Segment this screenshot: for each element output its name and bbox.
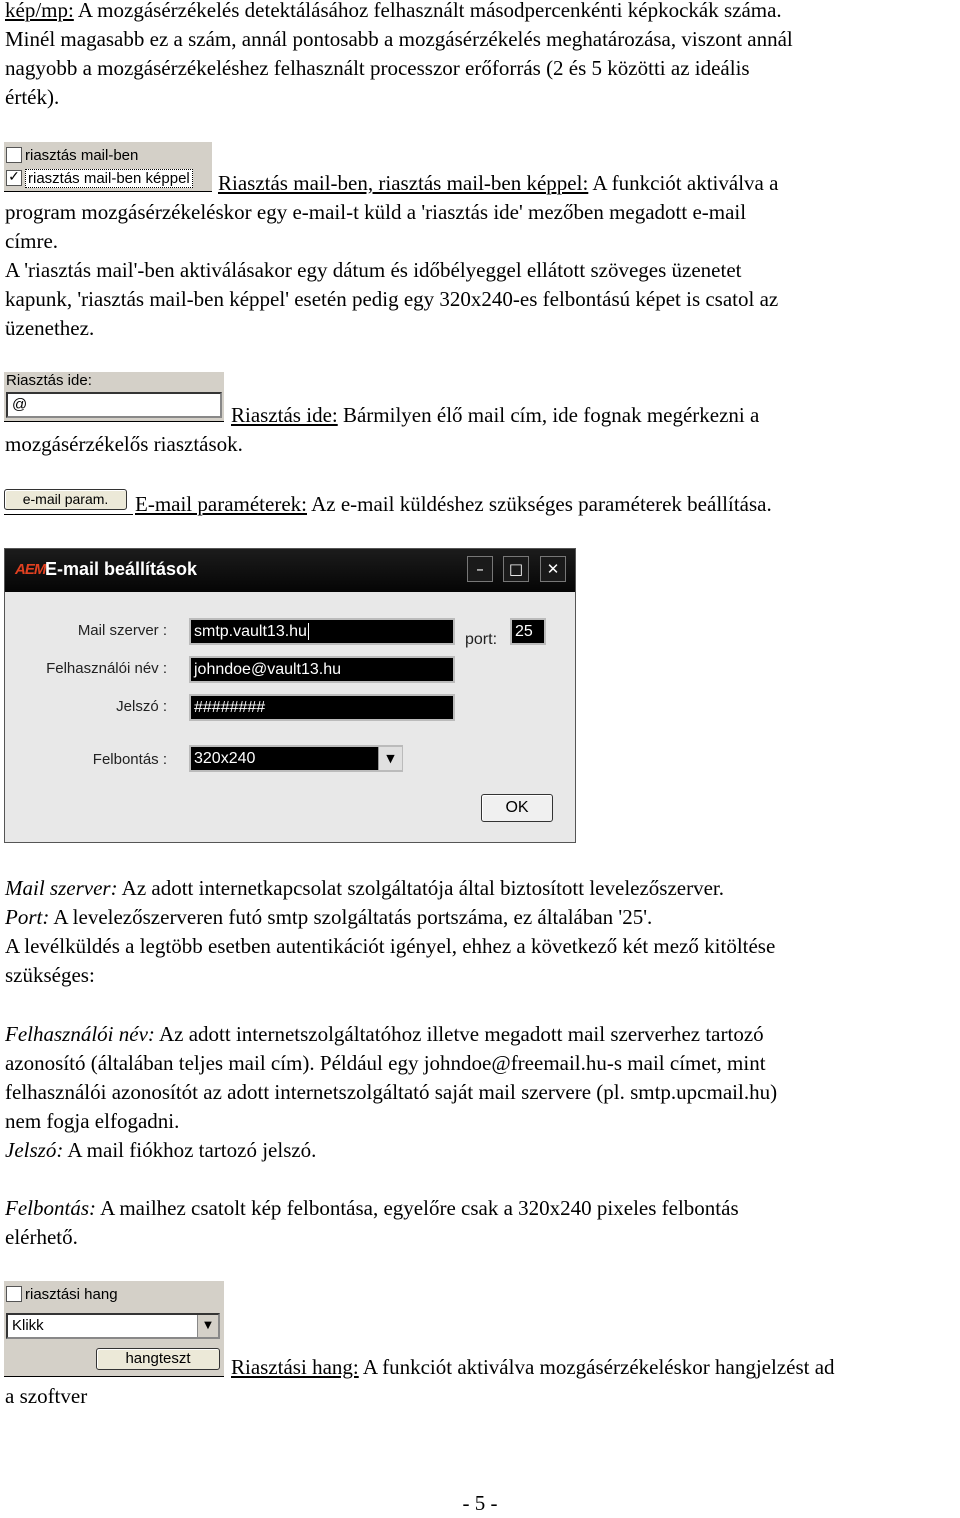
user-term: Felhasználói név: <box>5 1022 155 1046</box>
pass-term: Jelszó: <box>5 1138 64 1162</box>
ide-line-1: Riasztás ide: Bármilyen élő mail cím, ide fognak megérkezni a <box>231 403 760 427</box>
sound-line-2: a szoftver <box>5 1384 88 1408</box>
mail-server-input[interactable]: smtp.vault13.hu <box>189 618 455 645</box>
dialog-titlebar[interactable] <box>5 549 575 592</box>
kepmp-line-1: kép/mp: A mozgásérzékelés detektálásához felhasznált másodpercenkénti képkockák száma. <box>5 0 782 22</box>
email-settings-dialog <box>4 548 576 843</box>
mail-server-label: Mail szerver : <box>77 622 167 639</box>
minimize-icon[interactable]: – <box>467 556 493 582</box>
mail-line-5: kapunk, 'riasztás mail-ben képpel' esetén pedig egy 320x240-es felbontású képet is csatol az <box>5 287 779 311</box>
auth-line-2: szükséges: <box>5 963 95 987</box>
port-term: Port: <box>5 905 50 929</box>
port-line-1: Port: A levelezőszerveren futó smtp szolgáltatás portszáma, ez általában '25'. <box>5 905 653 929</box>
page-number: - 5 - <box>462 1491 498 1515</box>
res-term: Felbontás: <box>5 1196 96 1220</box>
sound-line-1: Riasztási hang: A funkciót aktiválva mozgásérzékeléskor hangjelzést ad <box>231 1355 835 1379</box>
app-logo: AEM <box>15 561 46 578</box>
res-line-1: Felbontás: A mailhez csatolt kép felbontása, egyelőre csak a 320x240 pixeles felbontás <box>5 1196 739 1220</box>
chevron-down-icon[interactable]: ▼ <box>378 747 402 770</box>
resolution-select[interactable]: 320x240 <box>189 745 403 772</box>
res-line-2: elérhető. <box>5 1225 78 1249</box>
checkbox-box[interactable] <box>6 1286 22 1302</box>
ok-button[interactable]: OK <box>481 794 553 822</box>
kepmp-line-2: Minél magasabb ez a szám, annál pontosabb a mozgásérzékelés meghatározása, viszont annál <box>5 27 793 51</box>
maximize-icon[interactable]: □ <box>503 556 529 582</box>
checkbox-riasztas-mail-kep[interactable]: ✓ riasztás mail-ben képpel <box>6 168 193 188</box>
mail-term: Riasztás mail-ben, riasztás mail-ben képpel: <box>218 171 589 195</box>
ide-term: Riasztás ide: <box>231 403 338 427</box>
auth-line-1: A levélküldés a legtöbb esetben autentikációt igényel, ehhez a következő két mező kitöltése <box>5 934 776 958</box>
email-param-button[interactable]: e-mail param. <box>4 489 127 510</box>
ide-line-2: mozgásérzékelős riasztások. <box>5 432 243 456</box>
kepmp-line-4: érték). <box>5 85 60 109</box>
password-label: Jelszó : <box>116 698 167 715</box>
user-line-1: Felhasználói név: Az adott internetszolgáltatóhoz illetve megadott mail szerverhez tartozó <box>5 1022 764 1046</box>
user-line-4: nem fogja elfogadni. <box>5 1109 180 1133</box>
checkbox-box[interactable] <box>6 147 22 163</box>
param-term: E-mail paraméterek: <box>135 492 307 516</box>
riasztas-ide-snippet <box>4 372 224 422</box>
mail-line-1: Riasztás mail-ben, riasztás mail-ben képpel: A funkciót aktiválva a <box>218 171 779 195</box>
mail-checkbox-snippet <box>4 142 212 192</box>
kepmp-line-3: nagyobb a mozgásérzékeléshez felhasznált processzor erőforrás (2 és 5 közötti az ideális <box>5 56 750 80</box>
mail-line-3: címre. <box>5 229 59 253</box>
check-icon[interactable]: ✓ <box>6 170 22 186</box>
close-icon[interactable]: ✕ <box>540 556 566 582</box>
chevron-down-icon[interactable]: ▼ <box>197 1315 218 1337</box>
server-line-1: Mail szerver: Az adott internetkapcsolat szolgáltatója által biztosított levelezőszerver. <box>5 876 725 900</box>
sound-term: Riasztási hang: <box>231 1355 359 1379</box>
riasztas-ide-input[interactable]: @ <box>6 392 222 418</box>
kepmp-term: kép/mp: <box>5 0 74 22</box>
username-input[interactable]: johndoe@vault13.hu <box>189 656 455 683</box>
sound-select[interactable]: Klikk ▼ <box>6 1313 220 1339</box>
resolution-label: Felbontás : <box>92 751 167 768</box>
username-label: Felhasználói név : <box>46 660 167 677</box>
mail-line-6: üzenethez. <box>5 316 95 340</box>
checkbox-riasztas-mail[interactable]: riasztás mail-ben <box>6 145 138 165</box>
port-input[interactable]: 25 <box>510 618 546 645</box>
pass-line-1: Jelszó: A mail fiókhoz tartozó jelszó. <box>5 1138 317 1162</box>
dialog-title: E-mail beállítások <box>45 559 198 579</box>
mail-line-4: A 'riasztás mail'-ben aktiválásakor egy dátum és időbélyeggel ellátott szöveges üzenetet <box>5 258 742 282</box>
port-label: port: <box>465 631 498 648</box>
user-line-2: azonosító (általában teljes mail cím). Például egy johndoe@freemail.hu-s mail címet, mint <box>5 1051 766 1075</box>
riasztas-ide-label: Riasztás ide: <box>6 372 92 389</box>
server-term: Mail szerver: <box>5 876 118 900</box>
checkbox-riasztasi-hang[interactable]: riasztási hang <box>6 1284 118 1304</box>
param-line-1: E-mail paraméterek: Az e-mail küldéshez szükséges paraméterek beállítása. <box>135 492 772 516</box>
sound-snippet <box>4 1281 224 1377</box>
mail-line-2: program mozgásérzékeléskor egy e-mail-t küld a 'riasztás ide' mezőben megadott e-mail <box>5 200 747 224</box>
password-input[interactable]: ######## <box>189 694 455 721</box>
user-line-3: felhasználói azonosítót az adott internetszolgáltató saját mail szervere (pl. smtp.upcmail.hu) <box>5 1080 778 1104</box>
sound-test-button[interactable]: hangteszt <box>96 1348 220 1370</box>
